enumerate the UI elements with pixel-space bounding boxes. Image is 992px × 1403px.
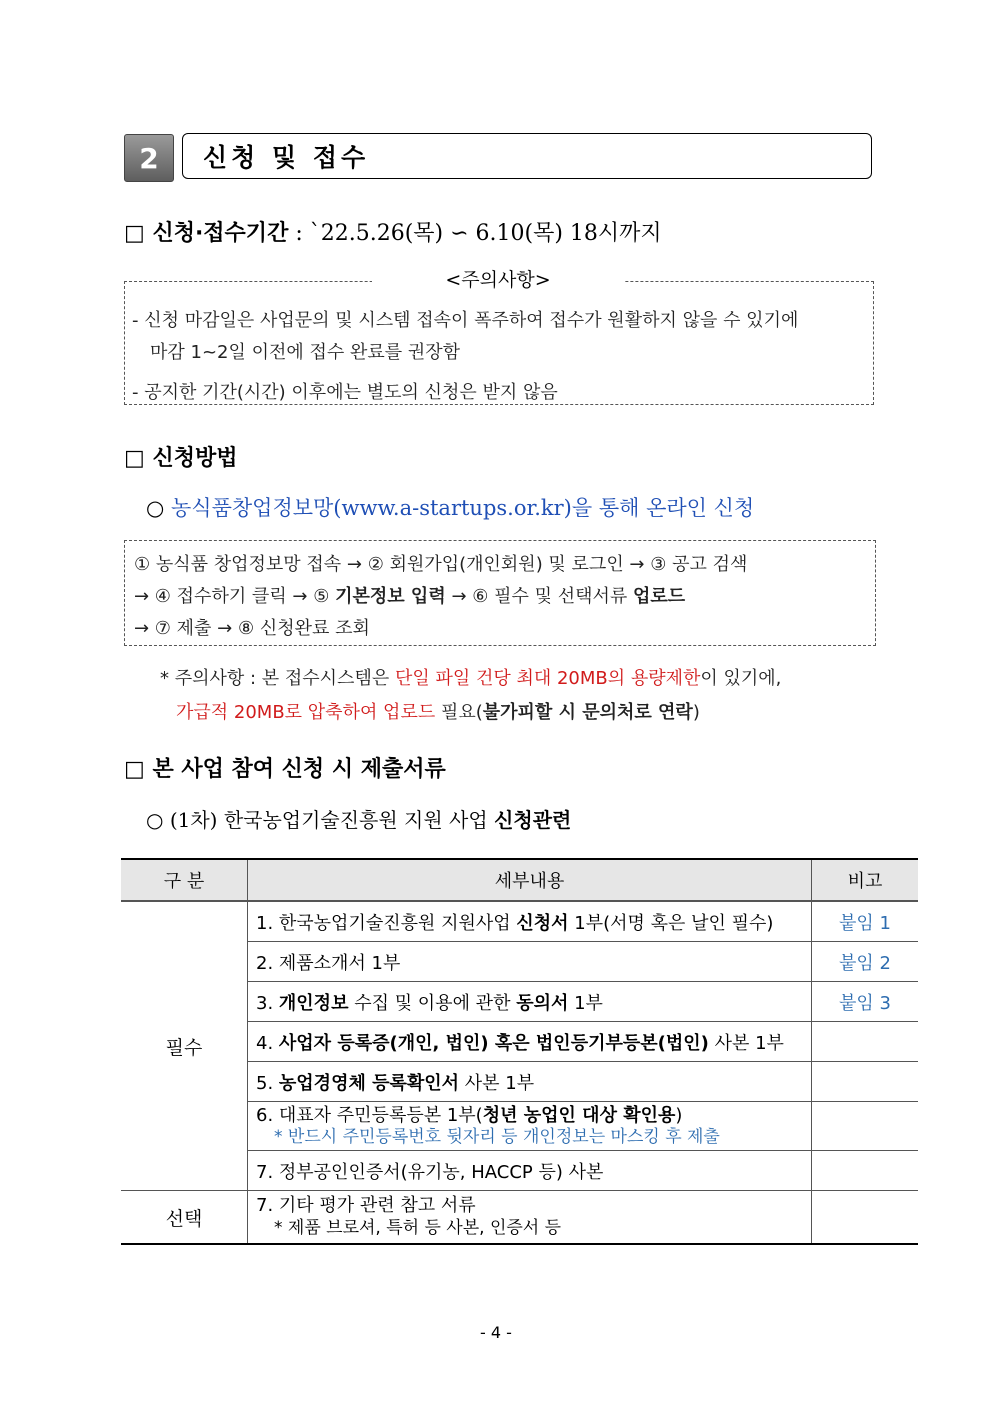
online-application-text: 농식품창업정보망(www.a-startups.or.kr)을 통해 온라인 신청 (171, 496, 755, 520)
note-compress: 가급적 20MB로 압축하여 업로드 (176, 702, 436, 723)
table-row (121, 1191, 918, 1245)
attachment-2: 붙임 2 (812, 942, 919, 982)
detail-cell: 7. 정부공인인증서(유기농, HACCP 등) 사본 (248, 1151, 812, 1191)
note-suffix: 이 있기에, (700, 668, 782, 689)
steps-line-3: → ⑦ 제출 → ⑧ 신청완료 조회 (134, 618, 370, 639)
col-note: 비고 (812, 859, 919, 901)
documents-sub-b: 신청관련 (494, 808, 572, 832)
attachment-3: 붙임 3 (812, 982, 919, 1022)
steps-line-2 (134, 582, 685, 608)
note-close: ) (692, 702, 700, 723)
detail-cell: 5. 농업경영체 등록확인서 사본 1부 (248, 1062, 812, 1102)
steps-upload: 업로드 (632, 586, 686, 607)
upload-note-line-2 (176, 698, 700, 724)
masking-note: * 반드시 주민등록번호 뒷자리 등 개인정보는 마스킹 후 제출 (274, 1126, 720, 1147)
note-need: 필요( (435, 702, 483, 723)
note-contact: 불가피할 시 문의처로 연락 (482, 702, 693, 723)
steps-line-2-c: → ⑥ 필수 및 선택서류 (445, 586, 633, 607)
bullet-circle: ○ (146, 808, 164, 832)
detail-cell: 2. 제품소개서 1부 (248, 942, 812, 982)
table-row (121, 901, 918, 942)
steps-line-2-a: → ④ 접수하기 클릭 → ⑤ (134, 586, 336, 607)
col-category: 구 분 (121, 859, 248, 901)
page-number: - 4 - (480, 1323, 512, 1342)
detail-cell (248, 1191, 812, 1245)
category-required: 필수 (121, 901, 248, 1191)
detail-cell: 4. 사업자 등록증(개인, 법인) 혹은 법인등기부등본(법인) 사본 1부 (248, 1022, 812, 1062)
detail-cell: 6. 대표자 주민등록등본 1부(청년 농업인 대상 확인용) * 반드시 주민등록번호 뒷자리 등 개인정보는 마스킹 후 제출 (248, 1102, 812, 1151)
attachment-1: 붙임 1 (812, 901, 919, 942)
other-docs-sub: * 제품 브로셔, 특허 등 사본, 인증서 등 (274, 1217, 562, 1238)
bullet-circle: ○ (146, 496, 165, 520)
period-value: : `22.5.26(목) ∽ 6.10(목) 18시까지 (288, 221, 662, 246)
steps-line-1: ① 농식품 창업정보망 접속 → ② 회원가입(개인회원) 및 로그인 → ③ 공고 검색 (134, 554, 748, 575)
application-period (124, 216, 662, 247)
method-online (146, 492, 754, 522)
documents-table (121, 858, 918, 1245)
section-number-badge: 2 (124, 134, 174, 182)
documents-subheading (146, 804, 571, 833)
section-title: 신청 및 접수 (182, 133, 872, 179)
caution-title: <주의사항> (372, 265, 624, 293)
caution-line-1: - 신청 마감일은 사업문의 및 시스템 접속이 폭주하여 접수가 원활하지 않을 수 있기에 (132, 310, 799, 331)
documents-sub-a: (1차) 한국농업기술진흥원 지원 사업 (169, 808, 495, 832)
detail-cell: 1. 한국농업기술진흥원 지원사업 신청서 1부(서명 혹은 날인 필수) (248, 901, 812, 942)
note-file-limit: 단일 파일 건당 최대 20MB의 용량제한 (394, 668, 701, 689)
steps-basic-info: 기본정보 입력 (335, 586, 446, 607)
detail-cell: 3. 개인정보 수집 및 이용에 관한 동의서 1부 (248, 982, 812, 1022)
col-details: 세부내용 (248, 859, 812, 901)
period-label: □ 신청·접수기간 (124, 221, 289, 246)
category-optional: 선택 (121, 1191, 248, 1245)
note-prefix: * 주의사항 : 본 접수시스템은 (160, 668, 395, 689)
caution-line-3: - 공지한 기간(시간) 이후에는 별도의 신청은 받지 않음 (132, 382, 558, 403)
documents-heading: □ 본 사업 참여 신청 시 제출서류 (124, 757, 446, 782)
caution-line-2: 마감 1~2일 이전에 접수 완료를 권장함 (150, 342, 461, 363)
method-heading: □ 신청방법 (124, 446, 238, 471)
upload-note-line-1 (160, 664, 781, 690)
other-docs: 7. 기타 평가 관련 참고 서류 (256, 1195, 476, 1217)
